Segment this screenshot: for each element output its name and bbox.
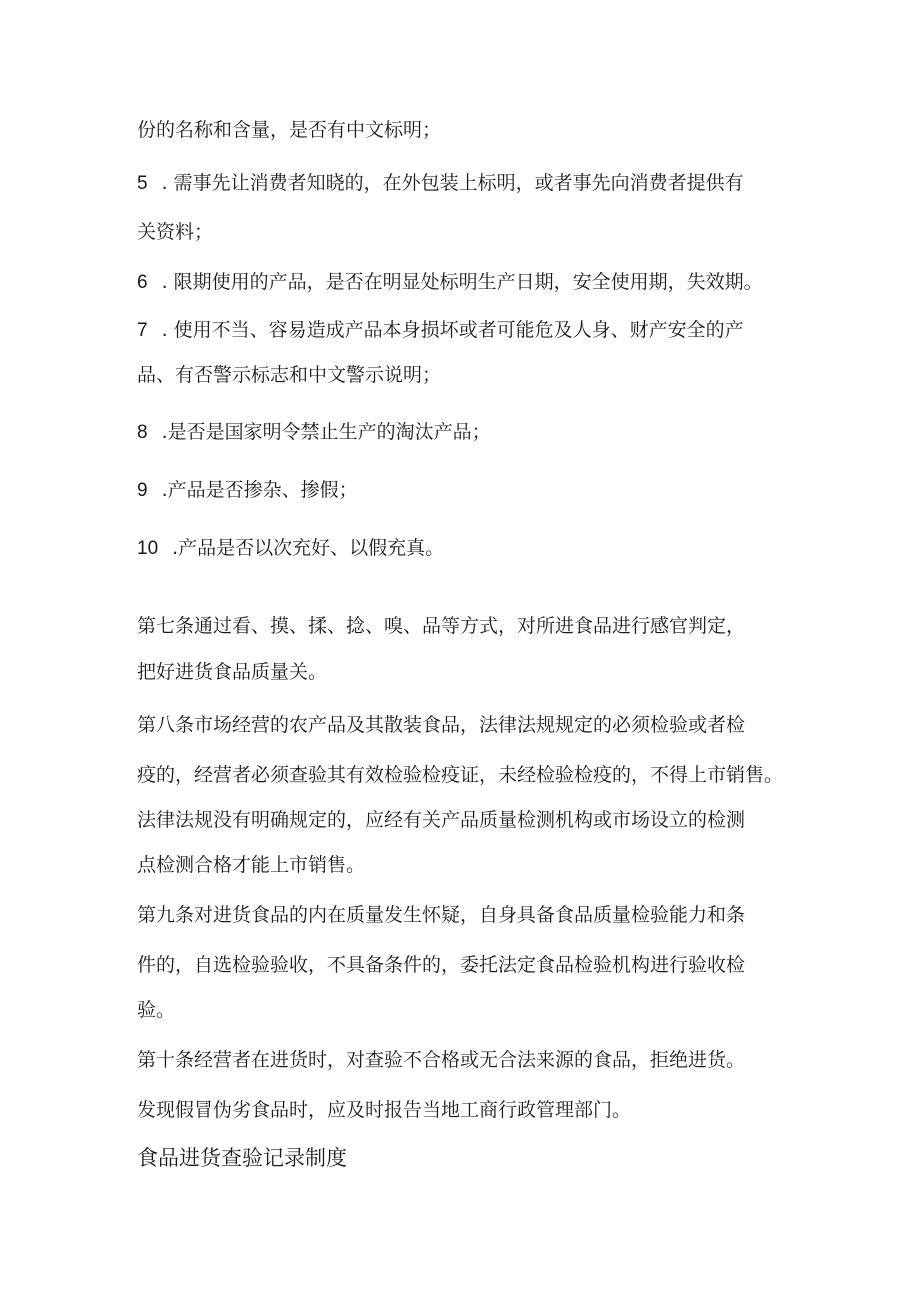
article-8-line-2 [137,763,783,787]
list-item-5 [137,171,744,196]
list-text: . 使用不当、容易造成产品本身损坏或者可能危及人身、财产安全的产 [161,319,744,341]
list-number: 7 [137,320,148,341]
article-9-line-3 [137,998,175,1022]
article-8-line-3 [137,808,745,832]
article-7-line-1 [137,614,745,638]
line-text: 发现假冒伪劣食品时，应及时报告当地工商行政管理部门。 [137,1099,632,1121]
list-item-8 [137,420,491,445]
line-text: 点检测合格才能上市销售。 [137,854,366,876]
article-10-line-1 [137,1048,745,1072]
list-text: .产品是否以次充好、以假充真。 [172,537,445,559]
line-text: 法律法规没有明确规定的，应经有关产品质量检测机构或市场设立的检测 [137,809,746,831]
line-text: 第十条经营者在进货时，对查验不合格或无合法来源的食品，拒绝进货。 [137,1049,746,1071]
line-text: 第八条市场经营的农产品及其散装食品，法律法规规定的必须检验或者检 [137,714,746,736]
line-text: 验。 [137,999,176,1021]
list-number: 6 [137,272,148,293]
list-item-7 [137,318,744,343]
article-8-line-1 [137,713,745,737]
list-text: .是否是国家明令禁止生产的淘汰产品； [161,421,491,443]
line-text: 第七条通过看、摸、揉、捻、嗅、品等方式，对所进食品进行感官判定， [137,615,746,637]
line-text: 品、有否警示标志和中文警示说明； [137,364,442,386]
line-text: 份的名称和含量，是否有中文标明； [137,119,442,141]
line-text: 件的，自选检验验收，不具备条件的，委托法定食品检验机构进行验收检 [137,954,746,976]
list-number: 10 [137,538,159,559]
list-item-6 [137,270,763,295]
line-text: 疫的，经营者必须查验其有效检验检疫证，未经检验检疫的，不得上市销售。 [137,764,784,786]
list-text: .产品是否掺杂、掺假； [161,479,358,501]
heading-text: 食品进货查验记录制度 [137,1146,347,1170]
list-number: 9 [137,480,148,501]
article-9-line-2 [137,953,745,977]
line-text: 把好进货食品质量关。 [137,661,328,683]
list-number: 8 [137,422,148,443]
list-text: . 限期使用的产品，是否在明显处标明生产日期，安全使用期，失效期。 [161,271,763,293]
list-item-10 [137,536,444,561]
section-heading [137,1146,347,1170]
list-item-9 [137,478,358,503]
line-text: 关资料； [137,221,214,243]
list-number: 5 [137,173,148,194]
text-line [137,118,441,142]
article-8-line-4 [137,853,365,877]
article-9-line-1 [137,903,745,927]
line-text: 第九条对进货食品的内在质量发生怀疑，自身具备食品质量检验能力和条 [137,904,746,926]
text-line [137,220,213,244]
article-10-line-2 [137,1098,631,1122]
text-line [137,363,441,387]
list-text: . 需事先让消费者知晓的，在外包装上标明，或者事先向消费者提供有 [161,172,744,194]
article-7-line-2 [137,660,327,684]
